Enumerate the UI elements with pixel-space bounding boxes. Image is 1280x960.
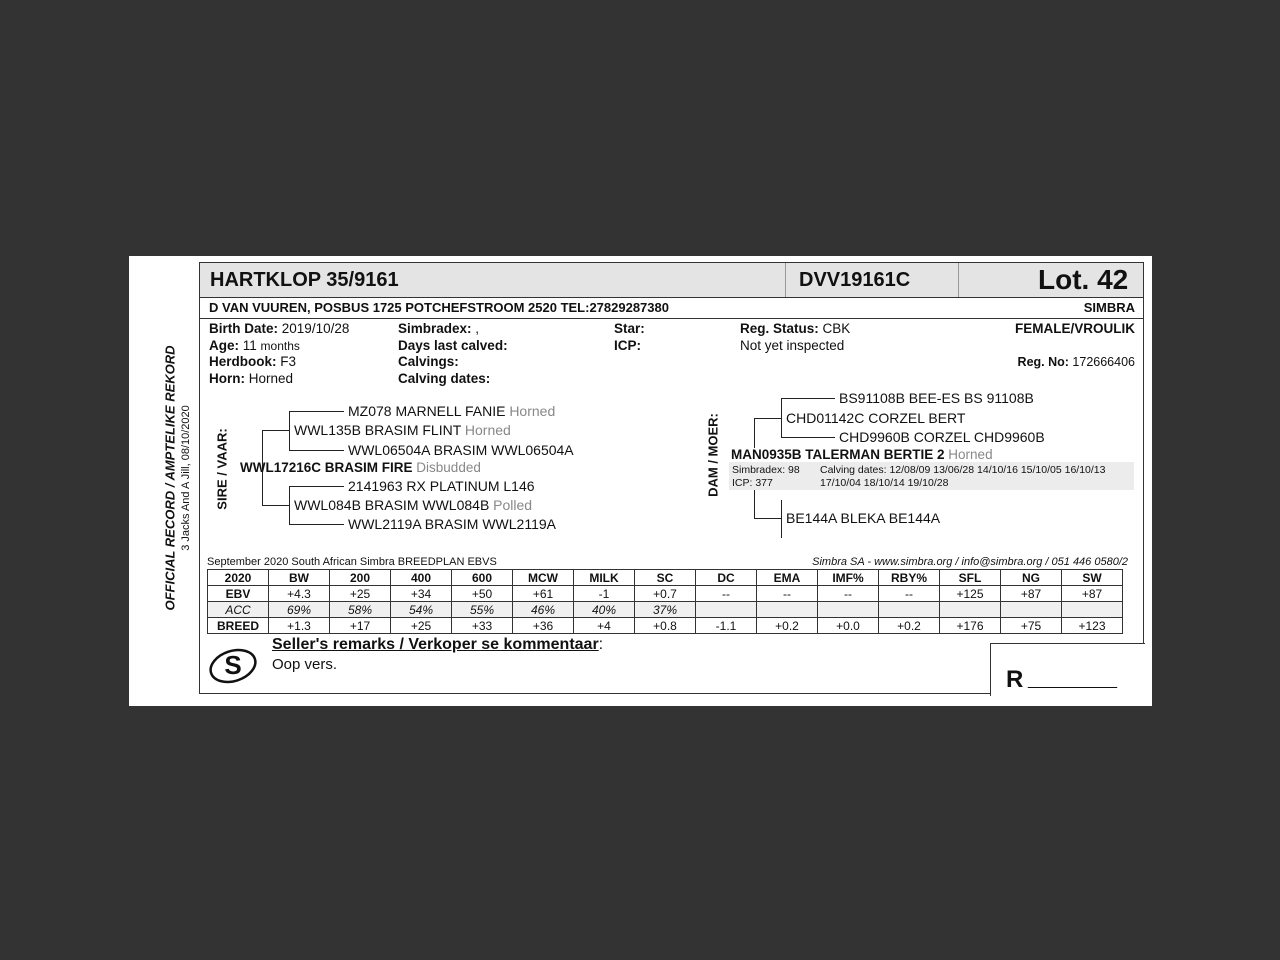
acc-cell: 69% — [269, 602, 330, 618]
sire-dam: WWL084B BRASIM WWL084B Polled — [294, 497, 533, 513]
acc-row — [208, 602, 1123, 618]
breed-label: SIMBRA — [1083, 300, 1135, 315]
breed-row — [208, 618, 1123, 634]
ebv-header-cell: NG — [1001, 570, 1062, 586]
pedigree-line — [781, 437, 835, 438]
owner-details: D VAN VUUREN, POSBUS 1725 POTCHEFSTROOM 2520 TEL:27829287380 — [209, 300, 669, 315]
pedigree-line — [262, 505, 290, 506]
ebv-header-cell: SC — [635, 570, 696, 586]
pedigree-line — [289, 486, 344, 487]
ebv-label: EBV — [208, 586, 269, 602]
ebv-cell: +4.3 — [269, 586, 330, 602]
animal-name: HARTKLOP 35/9161 — [210, 269, 399, 291]
price-blank[interactable]: __________ — [1028, 672, 1117, 689]
sire-sire-sire: MZ078 MARNELL FANIE Horned — [348, 403, 556, 419]
acc-cell — [757, 602, 818, 618]
breed-cell: +25 — [391, 618, 452, 634]
breed-cell: +0.0 — [818, 618, 879, 634]
ebv-header-cell: 400 — [391, 570, 452, 586]
breed-cell: +0.8 — [635, 618, 696, 634]
reg-status: Reg. Status: CBK — [740, 321, 851, 336]
sex-label: FEMALE/VROULIK — [1015, 321, 1135, 336]
breed-cell: +75 — [1001, 618, 1062, 634]
simbra-logo — [207, 645, 255, 685]
source-label: 3 Jacks And A Jill, 08/10/2020 — [180, 405, 192, 551]
ebv-header-label: 2020 — [208, 570, 269, 586]
pedigree-line — [262, 430, 290, 431]
ebv-header-cell: 600 — [452, 570, 513, 586]
header-divider — [785, 263, 786, 297]
simbradex: Simbradex: , — [398, 321, 480, 336]
breed-cell: +1.3 — [269, 618, 330, 634]
acc-cell: 37% — [635, 602, 696, 618]
ebv-header-cell: IMF% — [818, 570, 879, 586]
sire-dam-sire: 2141963 RX PLATINUM L146 — [348, 478, 535, 494]
breed-cell: -1.1 — [696, 618, 757, 634]
ebv-header-cell: SFL — [940, 570, 1001, 586]
ebv-header-cell: SW — [1062, 570, 1123, 586]
star-label: Star: — [614, 321, 645, 336]
age: Age: 11 months — [209, 338, 300, 353]
breed-cell: +123 — [1062, 618, 1123, 634]
ebv-table — [207, 569, 1123, 634]
pedigree-line — [289, 450, 344, 451]
dam-calving-dates: Calving dates: 12/08/09 13/06/28 14/10/16 15/10/05 16/10/13 — [820, 464, 1106, 476]
price-currency: R — [1006, 666, 1024, 693]
acc-cell: 40% — [574, 602, 635, 618]
header-bar — [200, 263, 1143, 298]
pedigree-line — [754, 518, 782, 519]
ebv-cell: -- — [696, 586, 757, 602]
dam-sire-dam: CHD9960B CORZEL CHD9960B — [839, 429, 1045, 445]
ebv-cell: +61 — [513, 586, 574, 602]
ebv-cell: -- — [818, 586, 879, 602]
ebv-cell: +50 — [452, 586, 513, 602]
pedigree-line — [781, 398, 835, 399]
breed-cell: +17 — [330, 618, 391, 634]
pedigree-line — [289, 411, 290, 450]
breed-cell: +36 — [513, 618, 574, 634]
acc-cell — [1001, 602, 1062, 618]
dam-sire-sire: BS91108B BEE-ES BS 91108B — [839, 390, 1034, 406]
ebv-header-cell: RBY% — [879, 570, 940, 586]
header-divider — [958, 263, 959, 297]
pedigree-line — [289, 524, 344, 525]
ebv-cell: +34 — [391, 586, 452, 602]
acc-cell: 54% — [391, 602, 452, 618]
ebv-header-row — [208, 570, 1123, 586]
official-record-label: OFFICIAL RECORD / AMPTELIKE REKORD — [162, 345, 178, 611]
owner-row — [200, 297, 1143, 319]
acc-cell: 55% — [452, 602, 513, 618]
ebv-cell: -- — [879, 586, 940, 602]
dam-sire: CHD01142C CORZEL BERT — [786, 410, 966, 426]
ebv-cell: +87 — [1062, 586, 1123, 602]
ebv-header-cell: EMA — [757, 570, 818, 586]
ebv-contact: Simbra SA - www.simbra.org / info@simbra.org / 051 446 0580/2 — [812, 556, 1128, 568]
pedigree-line — [754, 418, 755, 448]
sire-sire-dam: WWL06504A BRASIM WWL06504A — [348, 442, 574, 458]
sire-sire: WWL135B BRASIM FLINT Horned — [294, 422, 511, 438]
acc-cell — [818, 602, 879, 618]
pedigree-line — [781, 398, 782, 437]
ebv-cell: -- — [757, 586, 818, 602]
breed-cell: +0.2 — [879, 618, 940, 634]
ebv-header-cell: BW — [269, 570, 330, 586]
herdbook: Herdbook: F3 — [209, 354, 297, 369]
breed-cell: +4 — [574, 618, 635, 634]
breed-cell: +0.2 — [757, 618, 818, 634]
acc-cell — [879, 602, 940, 618]
dam-icp: ICP: 377 — [732, 477, 773, 489]
ebv-row — [208, 586, 1123, 602]
sire-name: WWL17216C BRASIM FIRE Disbudded — [240, 460, 481, 475]
acc-cell — [696, 602, 757, 618]
days-last-calved: Days last calved: — [398, 338, 508, 353]
lot-number: Lot. 42 — [1038, 264, 1129, 295]
birth-date: Birth Date: 2019/10/28 — [209, 321, 350, 336]
acc-cell — [940, 602, 1001, 618]
dam-title: DAM / MOER: — [705, 413, 721, 497]
acc-label: ACC — [208, 602, 269, 618]
ebv-header-cell: MILK — [574, 570, 635, 586]
ebv-header-cell: MCW — [513, 570, 574, 586]
svg-text:S: S — [224, 650, 242, 680]
pedigree-line — [754, 490, 755, 519]
pedigree-line — [289, 411, 344, 412]
ebv-header-cell: 200 — [330, 570, 391, 586]
breed-label: BREED — [208, 618, 269, 634]
acc-cell: 58% — [330, 602, 391, 618]
ebv-cell: +0.7 — [635, 586, 696, 602]
ebv-cell: +87 — [1001, 586, 1062, 602]
ebv-header-cell: DC — [696, 570, 757, 586]
ebv-cell: +25 — [330, 586, 391, 602]
dam-calving-dates-2: 17/10/04 18/10/14 19/10/28 — [820, 477, 949, 489]
reg-number: Reg. No: 172666406 — [1017, 355, 1135, 369]
ebv-caption: September 2020 South African Simbra BREEDPLAN EBVS — [207, 556, 497, 568]
calving-dates: Calving dates: — [398, 371, 491, 386]
horn: Horn: Horned — [209, 371, 294, 386]
pedigree-line — [289, 486, 290, 524]
simbra-logo-icon — [207, 645, 259, 687]
icp-value: Not yet inspected — [740, 338, 845, 353]
animal-code: DVV19161C — [799, 269, 911, 291]
pedigree-line — [781, 500, 782, 538]
acc-cell — [1062, 602, 1123, 618]
sire-title: SIRE / VAAR: — [214, 428, 230, 510]
dam-simbradex: Simbradex: 98 — [732, 464, 800, 476]
pedigree-line — [754, 418, 782, 419]
ebv-cell: +125 — [940, 586, 1001, 602]
icp-label: ICP: — [614, 338, 641, 353]
dam-name: MAN0935B TALERMAN BERTIE 2 Horned — [731, 447, 993, 462]
acc-cell: 46% — [513, 602, 574, 618]
remarks-title: Seller's remarks / Verkoper se kommentaar: — [272, 636, 604, 653]
ebv-cell: -1 — [574, 586, 635, 602]
calvings: Calvings: — [398, 354, 459, 369]
sire-dam-dam: WWL2119A BRASIM WWL2119A — [348, 516, 556, 532]
breed-cell: +33 — [452, 618, 513, 634]
breed-cell: +176 — [940, 618, 1001, 634]
remarks-text: Oop vers. — [272, 656, 338, 673]
dam-dam: BE144A BLEKA BE144A — [786, 510, 941, 526]
